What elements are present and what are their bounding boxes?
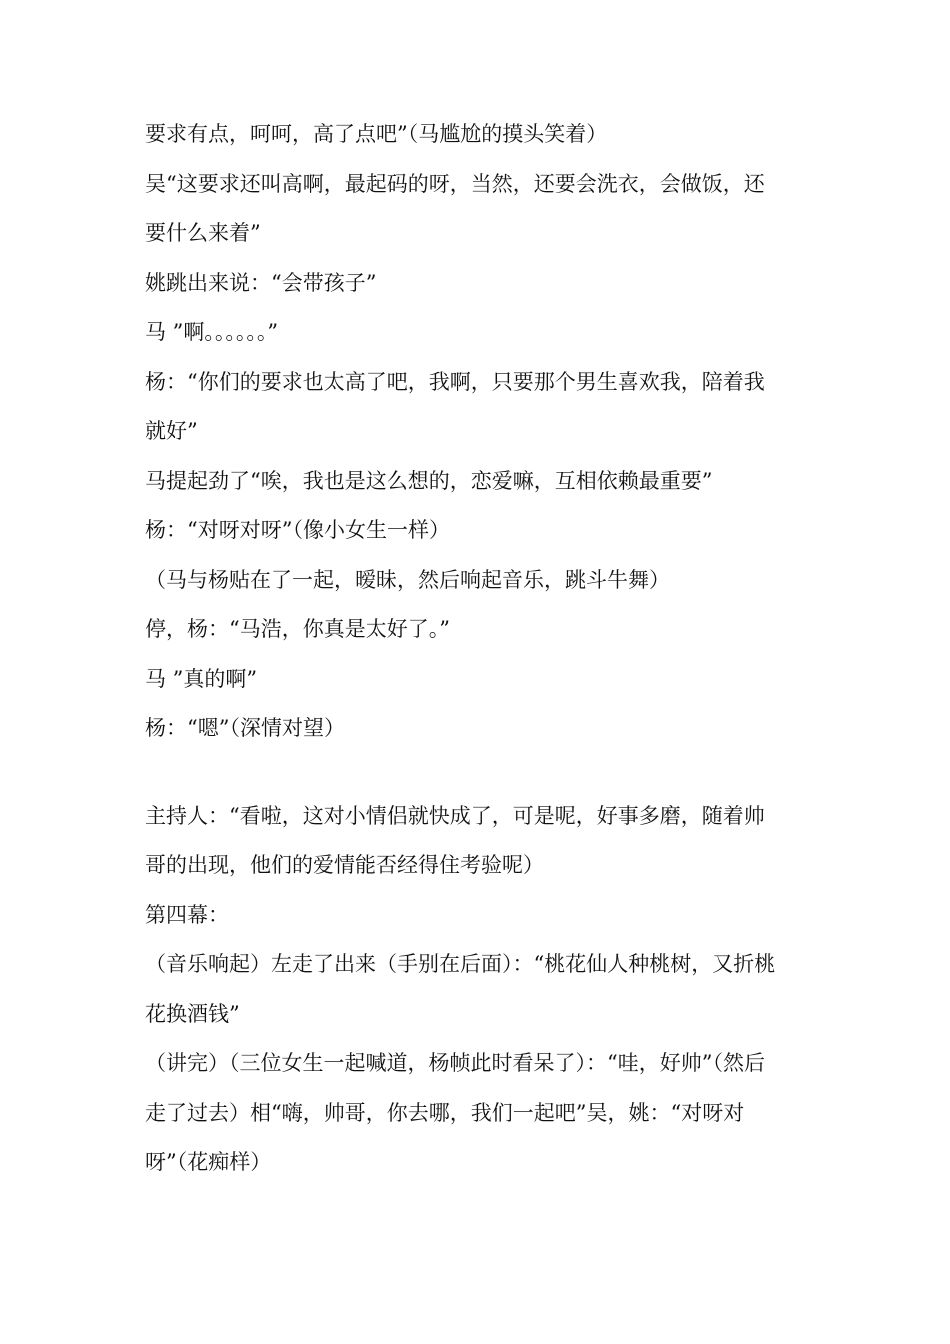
paragraph-gap bbox=[145, 760, 817, 798]
text-line: 呀”（花痴样） bbox=[145, 1150, 272, 1174]
text-line: 主持人：“看啦，这对小情侣就快成了，可是呢，好事多磨，随着帅 bbox=[145, 803, 765, 828]
text-line: 马 ”真的啊” bbox=[145, 666, 258, 691]
text-line: 马提起劲了“唉，我也是这么想的，恋爱嘛，互相依赖最重要” bbox=[145, 468, 713, 493]
text-line: 就好” bbox=[145, 419, 198, 443]
text-line: 花换酒钱” bbox=[145, 1001, 240, 1026]
text-line: 要求有点，呵呵，高了点吧”（马尴尬的摸头笑着） bbox=[145, 122, 608, 146]
text-line: （讲完）（三位女生一起喊道，杨帧此时看呆了）：“哇，好帅”（然后 bbox=[145, 1051, 765, 1075]
text-line: 杨：“你们的要求也太高了吧，我啊，只要那个男生喜欢我，陪着我 bbox=[145, 369, 765, 394]
text-line: 第四幕： bbox=[145, 902, 229, 927]
document-body bbox=[145, 116, 817, 1194]
text-line: 哥的出现，他们的爱情能否经得住考验呢） bbox=[145, 853, 544, 877]
text-line: 走了过去）相“嗨，帅哥，你去哪，我们一起吧”吴，姚：“对呀对 bbox=[145, 1100, 745, 1125]
text-line: 姚跳出来说：“会带孩子” bbox=[145, 270, 377, 295]
text-line: 吴“这要求还叫高啊，最起码的呀，当然，还要会洗衣，会做饭，还 bbox=[145, 171, 765, 196]
text-line: 杨：“嗯”（深情对望） bbox=[145, 716, 345, 740]
text-line: （音乐响起）左走了出来（手别在后面）：“桃花仙人种桃树，又折桃 bbox=[145, 952, 776, 976]
text-line: 马 ”啊。。。。。。” bbox=[145, 320, 279, 344]
text-line: 停，杨：“马浩，你真是太好了。” bbox=[145, 617, 450, 641]
text-line: 要什么来着” bbox=[145, 221, 261, 245]
text-line: （马与杨贴在了一起，暧昧，然后响起音乐，跳斗牛舞） bbox=[145, 567, 670, 592]
text-line: 杨：“对呀对呀”（像小女生一样） bbox=[145, 518, 450, 542]
